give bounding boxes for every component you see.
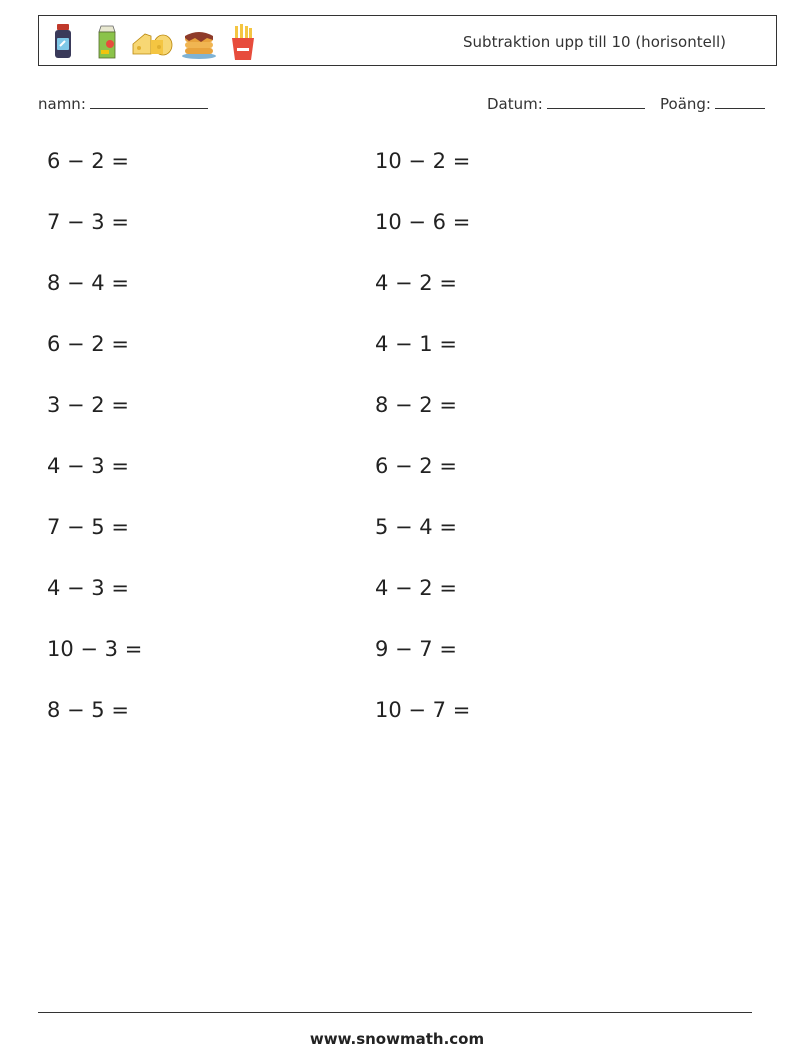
problem-left-7: 7 − 5 = bbox=[47, 515, 129, 539]
problem-left-6: 4 − 3 = bbox=[47, 454, 129, 478]
problem-right-9: 9 − 7 = bbox=[375, 637, 457, 661]
score-blank[interactable] bbox=[715, 96, 765, 109]
problem-right-6: 6 − 2 = bbox=[375, 454, 457, 478]
problem-right-3: 4 − 2 = bbox=[375, 271, 457, 295]
problem-left-10: 8 − 5 = bbox=[47, 698, 129, 722]
name-blank[interactable] bbox=[90, 96, 208, 109]
worksheet-title: Subtraktion upp till 10 (horisontell) bbox=[463, 33, 726, 51]
date-label: Datum: bbox=[487, 95, 543, 113]
score-field bbox=[660, 95, 765, 113]
worksheet-header bbox=[38, 15, 777, 66]
problem-left-9: 10 − 3 = bbox=[47, 637, 143, 661]
cheese-icon bbox=[131, 22, 173, 62]
problem-left-5: 3 − 2 = bbox=[47, 393, 129, 417]
fries-icon bbox=[229, 22, 257, 62]
problem-right-7: 5 − 4 = bbox=[375, 515, 457, 539]
name-label: namn: bbox=[38, 95, 86, 113]
date-blank[interactable] bbox=[547, 96, 645, 109]
problem-right-10: 10 − 7 = bbox=[375, 698, 471, 722]
jar-icon bbox=[51, 22, 75, 62]
score-label: Poäng: bbox=[660, 95, 711, 113]
name-field bbox=[38, 95, 208, 113]
pancakes-icon bbox=[181, 22, 217, 62]
problem-left-8: 4 − 3 = bbox=[47, 576, 129, 600]
footer-divider bbox=[38, 1012, 752, 1013]
problem-right-8: 4 − 2 = bbox=[375, 576, 457, 600]
footer-url: www.snowmath.com bbox=[309, 1030, 485, 1048]
problem-right-1: 10 − 2 = bbox=[375, 149, 471, 173]
date-field bbox=[487, 95, 645, 113]
problem-left-2: 7 − 3 = bbox=[47, 210, 129, 234]
problem-left-4: 6 − 2 = bbox=[47, 332, 129, 356]
juice-carton-icon bbox=[95, 22, 119, 62]
problem-right-4: 4 − 1 = bbox=[375, 332, 457, 356]
problem-left-3: 8 − 4 = bbox=[47, 271, 129, 295]
problem-left-1: 6 − 2 = bbox=[47, 149, 129, 173]
problem-right-5: 8 − 2 = bbox=[375, 393, 457, 417]
problem-right-2: 10 − 6 = bbox=[375, 210, 471, 234]
